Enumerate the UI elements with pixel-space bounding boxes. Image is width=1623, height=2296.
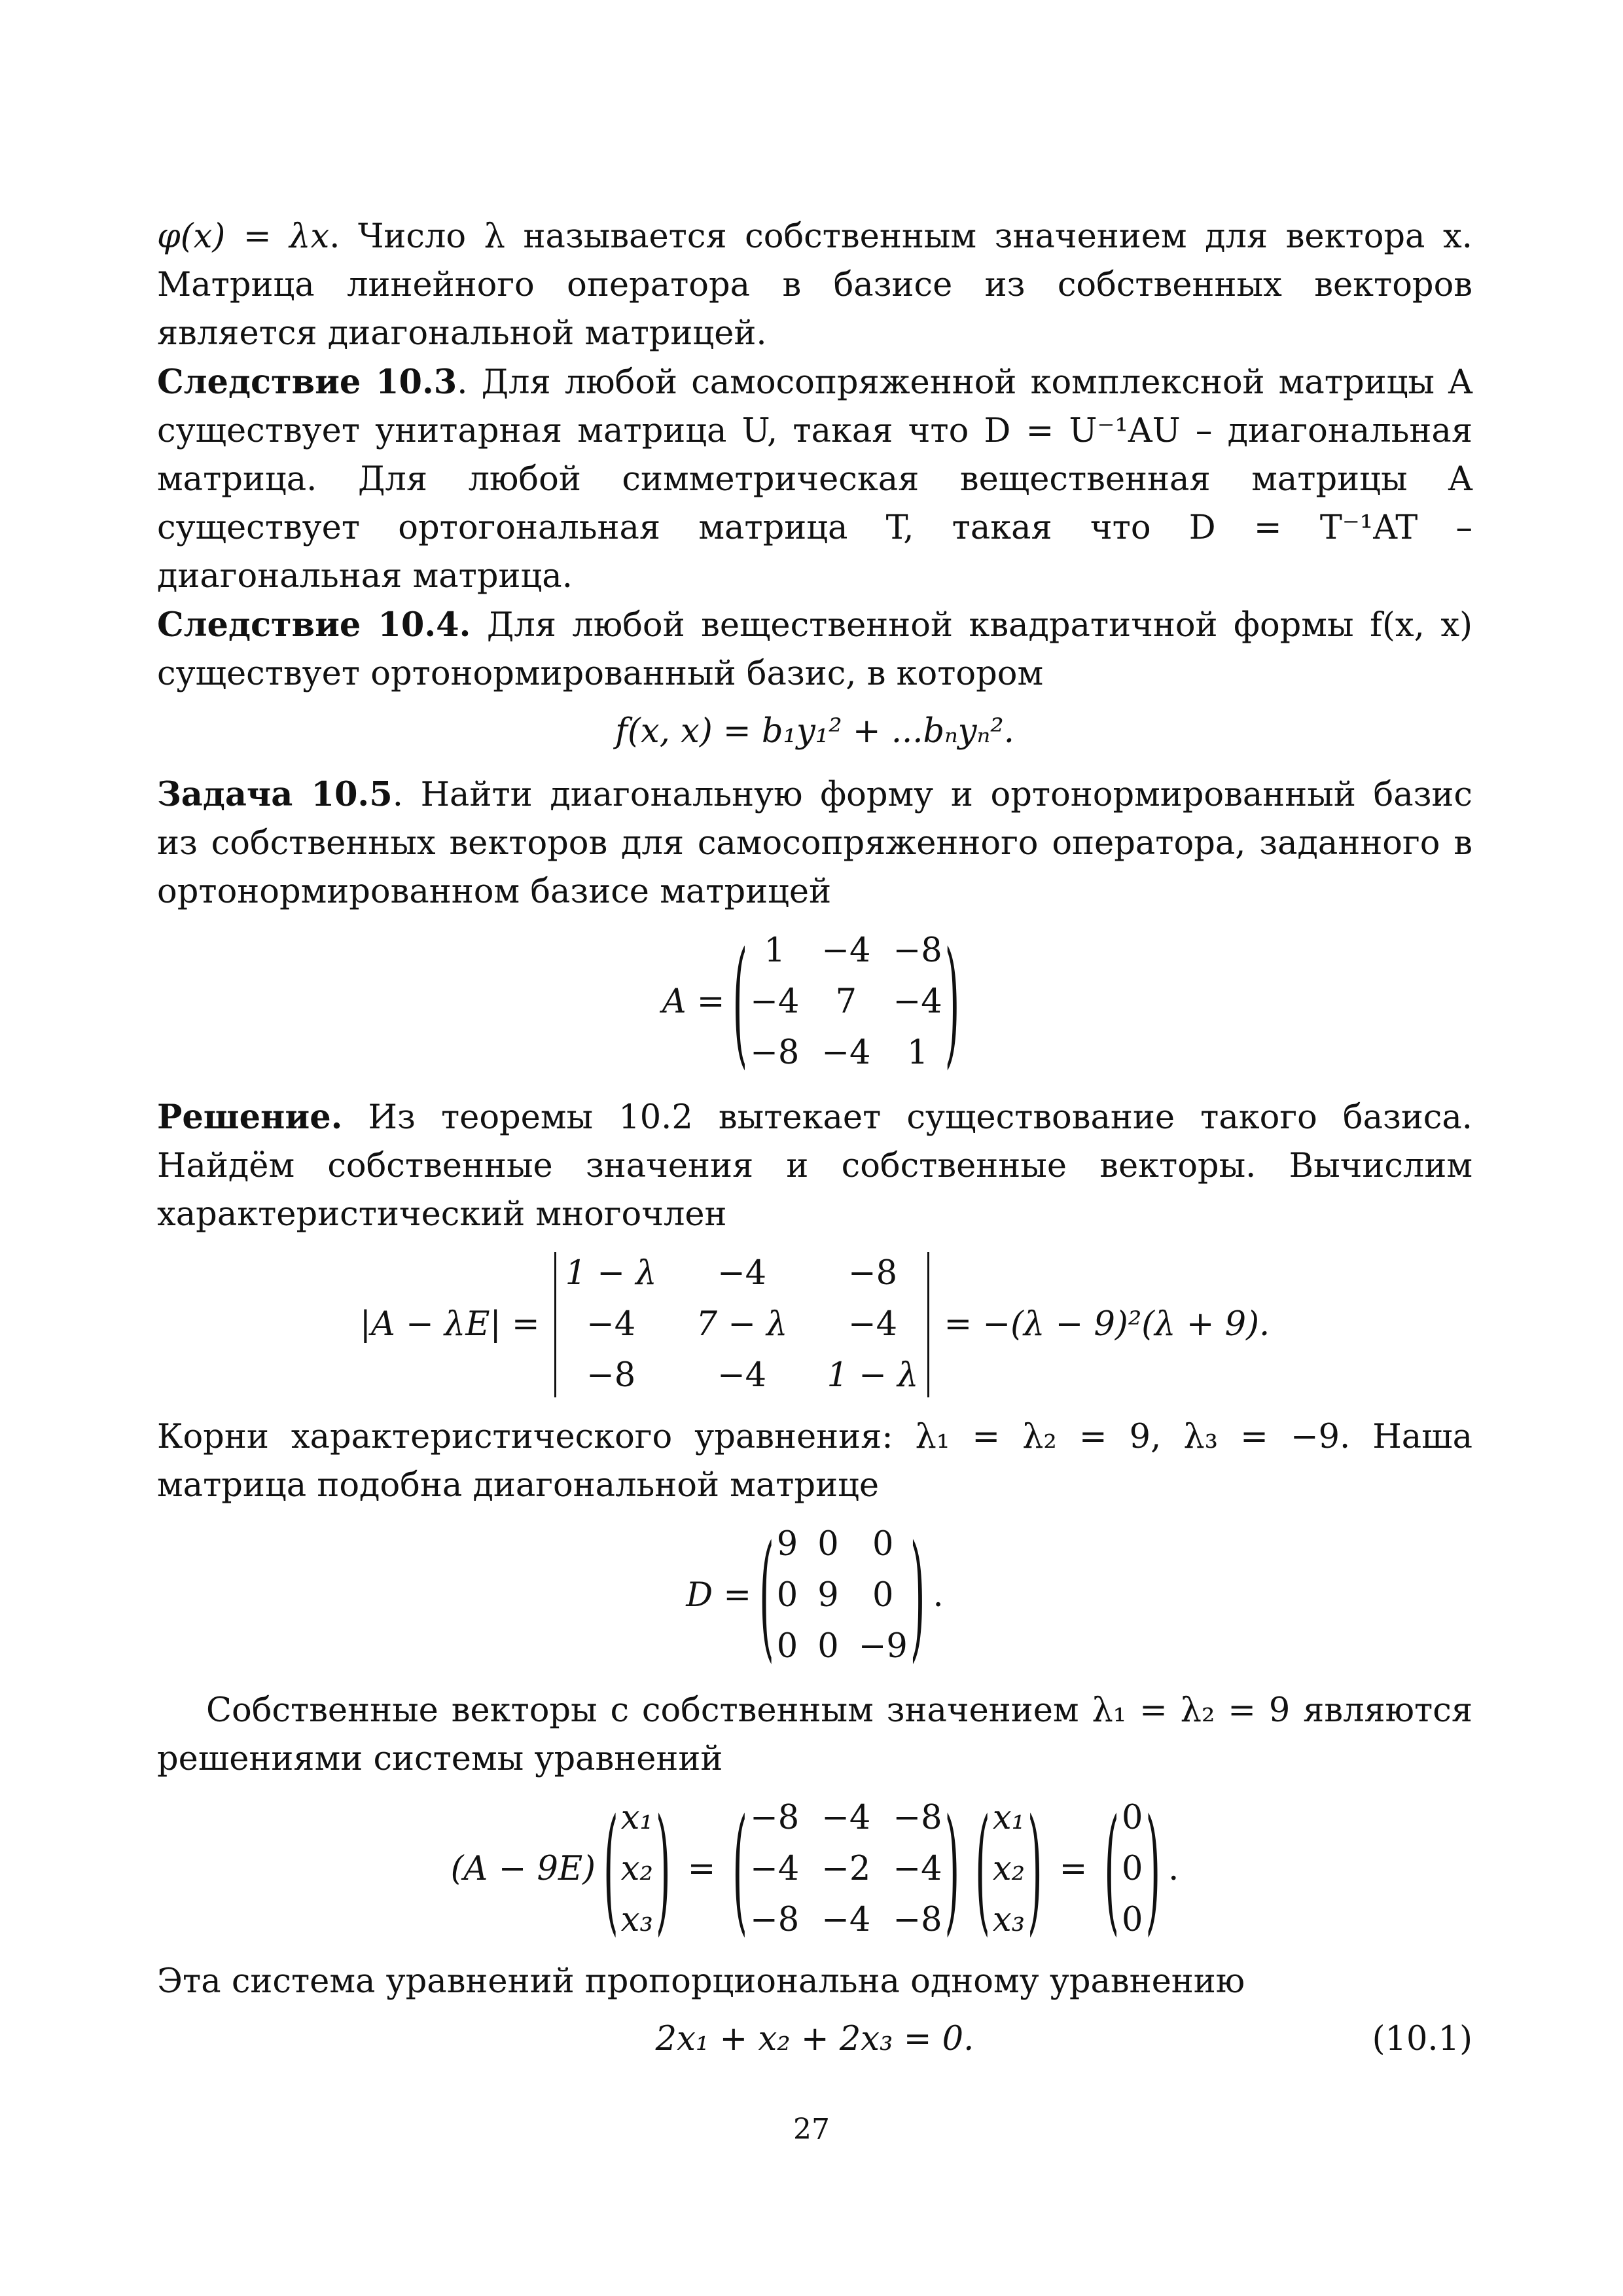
roots-text: Корни характеристического уравнения: λ₁ = λ₂ = 9, λ₃ = −9. Наша матрица подобна диагональной матрице <box>157 1418 1472 1505</box>
proportional-paragraph <box>157 1958 1472 2006</box>
zero-vector <box>1101 1789 1163 1950</box>
vector-cell: x₂ <box>620 1850 653 1888</box>
matrix-cell: 0 <box>776 1576 798 1615</box>
right-paren: ) <box>655 1789 671 1950</box>
det-cell: −4 <box>586 1305 636 1344</box>
solution-label: Решение. <box>157 1098 343 1137</box>
matrix-cell: 7 <box>835 982 857 1021</box>
matrix-d-name: D = <box>686 1576 752 1615</box>
matrix-cell: −4 <box>821 931 871 970</box>
matrix-cell: −4 <box>749 1850 800 1888</box>
det-cell: −8 <box>847 1254 898 1293</box>
matrix-d <box>757 1515 927 1676</box>
matrix-cell: −4 <box>893 982 942 1021</box>
left-paren: ( <box>603 1789 618 1950</box>
corollary-10-4 <box>157 601 1472 698</box>
page-content <box>157 213 1472 2075</box>
det-cell: 1 − λ <box>827 1356 919 1395</box>
solution-text: Из теоремы 10.2 вытекает существование такого базиса. Найдём собственные значения и собственные векторы. Вычислим характеристический многочлен <box>157 1098 1472 1234</box>
matrix-cell: −4 <box>821 1033 871 1072</box>
task-10-5-label: Задача 10.5 <box>157 775 393 814</box>
matrix-cell: −8 <box>749 1799 800 1837</box>
quadratic-form-formula: f(x, x) = b₁y₁² + ...bₙyₙ². <box>615 712 1014 751</box>
matrix-a-name: A = <box>662 982 725 1021</box>
matrix-cell: −4 <box>893 1850 942 1888</box>
eigenvectors-text: Собственные векторы с собственным значением λ₁ = λ₂ = 9 являются решениями системы уравнений <box>157 1691 1472 1778</box>
det-cell: 1 − λ <box>565 1254 657 1293</box>
corollary-10-3-label: Следствие 10.3 <box>157 363 457 402</box>
vector-cell: 0 <box>1122 1799 1143 1837</box>
matrix-a-grid <box>750 925 942 1079</box>
determinant <box>545 1248 939 1401</box>
corollary-10-4-text: Для любой вещественной квадратичной формы f(x, x) существует ортонормированный базис, в котором <box>157 606 1472 693</box>
det-cell: 7 − λ <box>696 1305 788 1344</box>
determinant-equation <box>157 1248 1472 1401</box>
matrix-a-minus-9e-grid <box>750 1793 942 1946</box>
x-vector-2 <box>972 1789 1045 1950</box>
equation-10-1-formula: 2x₁ + x₂ + 2x₃ = 0. <box>655 2020 974 2058</box>
zero-vector-grid <box>1122 1793 1143 1946</box>
left-paren: ( <box>1104 1789 1120 1950</box>
matrix-cell: −8 <box>750 1033 800 1072</box>
det-cell: −4 <box>847 1305 898 1344</box>
vector-cell: x₂ <box>992 1850 1026 1888</box>
x-vector-grid <box>621 1793 653 1946</box>
matrix-cell: −4 <box>821 1799 871 1837</box>
right-paren: ) <box>910 1515 925 1676</box>
system-tail: . <box>1168 1850 1179 1888</box>
matrix-a-equation <box>157 922 1472 1083</box>
corollary-10-4-label: Следствие 10.4. <box>157 605 471 645</box>
right-paren: ) <box>1027 1789 1043 1950</box>
determinant-lhs: |A − λE| = <box>359 1305 540 1344</box>
roots-paragraph <box>157 1413 1472 1510</box>
system-lhs: (A − 9E) <box>450 1850 596 1888</box>
solution-paragraph <box>157 1093 1472 1239</box>
vector-cell: 0 <box>1122 1850 1143 1888</box>
right-bar <box>927 1252 929 1397</box>
matrix-cell: 0 <box>872 1525 894 1564</box>
vector-cell: x₃ <box>620 1901 653 1939</box>
matrix-cell: −8 <box>749 1901 800 1939</box>
equals-sign: = <box>1059 1850 1088 1888</box>
equation-number: (10.1) <box>1372 2020 1472 2058</box>
matrix-cell: −4 <box>821 1901 871 1939</box>
proportional-text: Эта система уравнений пропорциональна одному уравнению <box>157 1962 1245 2001</box>
vector-cell: x₁ <box>620 1799 653 1837</box>
matrix-cell: 1 <box>764 931 785 970</box>
matrix-cell: 9 <box>817 1576 839 1615</box>
corollary-10-3 <box>157 358 1472 601</box>
matrix-cell: −4 <box>750 982 800 1021</box>
matrix-cell: −9 <box>858 1627 908 1666</box>
corollary-10-3-text: . Для любой самосопряженной комплексной матрицы A существует унитарная матрица U, такая что D = U⁻¹AU – диагональная матрица. Для любой симметрическая вещественная матрицы A существует ортогональная матрица T, такая что D = T⁻¹AT – диагональная матрица. <box>157 363 1472 596</box>
matrix-a-minus-9e <box>730 1789 962 1950</box>
matrix-cell: 0 <box>872 1576 894 1615</box>
matrix-cell: 0 <box>776 1627 798 1666</box>
quadratic-form-equation <box>157 708 1472 756</box>
det-cell: −4 <box>717 1356 767 1395</box>
left-paren: ( <box>759 1515 774 1676</box>
matrix-cell: 0 <box>817 1525 839 1564</box>
matrix-cell: −2 <box>821 1850 871 1888</box>
right-paren: ) <box>1145 1789 1161 1950</box>
right-paren: ) <box>944 922 960 1083</box>
page-number: 27 <box>793 2113 830 2146</box>
intro-formula: φ(x) = λx <box>157 217 330 256</box>
eigenvectors-paragraph <box>157 1687 1472 1784</box>
matrix-d-equation <box>157 1515 1472 1676</box>
equation-10-1 <box>157 2015 1472 2064</box>
x-vector <box>601 1789 673 1950</box>
matrix-cell: −8 <box>893 1799 942 1837</box>
left-bar <box>554 1252 556 1397</box>
det-cell: −8 <box>586 1356 636 1395</box>
matrix-d-tail: . <box>933 1576 944 1615</box>
intro-paragraph <box>157 213 1472 358</box>
left-paren: ( <box>732 922 748 1083</box>
intro-text: . Число λ называется собственным значением для вектора x. Матрица линейного оператора в базисе из собственных векторов является диагональной матрицей. <box>157 217 1472 353</box>
vector-cell: x₁ <box>992 1799 1026 1837</box>
matrix-cell: 9 <box>776 1525 798 1564</box>
task-10-5 <box>157 770 1472 916</box>
x-vector-2-grid <box>993 1793 1025 1946</box>
determinant-rhs: = −(λ − 9)²(λ + 9). <box>944 1305 1270 1344</box>
vector-cell: 0 <box>1122 1901 1143 1939</box>
task-10-5-text: . Найти диагональную форму и ортонормированный базис из собственных векторов для самосопряженного оператора, заданного в ортонормированном базисе матрицей <box>157 776 1472 911</box>
det-cell: −4 <box>717 1254 767 1293</box>
matrix-cell: −8 <box>893 931 942 970</box>
matrix-cell: −8 <box>893 1901 942 1939</box>
matrix-d-grid <box>777 1519 908 1672</box>
matrix-a <box>730 922 962 1083</box>
right-paren: ) <box>944 1789 960 1950</box>
matrix-cell: 1 <box>906 1033 929 1072</box>
determinant-grid <box>565 1248 919 1401</box>
left-paren: ( <box>975 1789 990 1950</box>
equals-sign: = <box>687 1850 716 1888</box>
matrix-cell: 0 <box>817 1627 839 1666</box>
vector-cell: x₃ <box>992 1901 1026 1939</box>
left-paren: ( <box>732 1789 747 1950</box>
system-equation <box>157 1789 1472 1950</box>
